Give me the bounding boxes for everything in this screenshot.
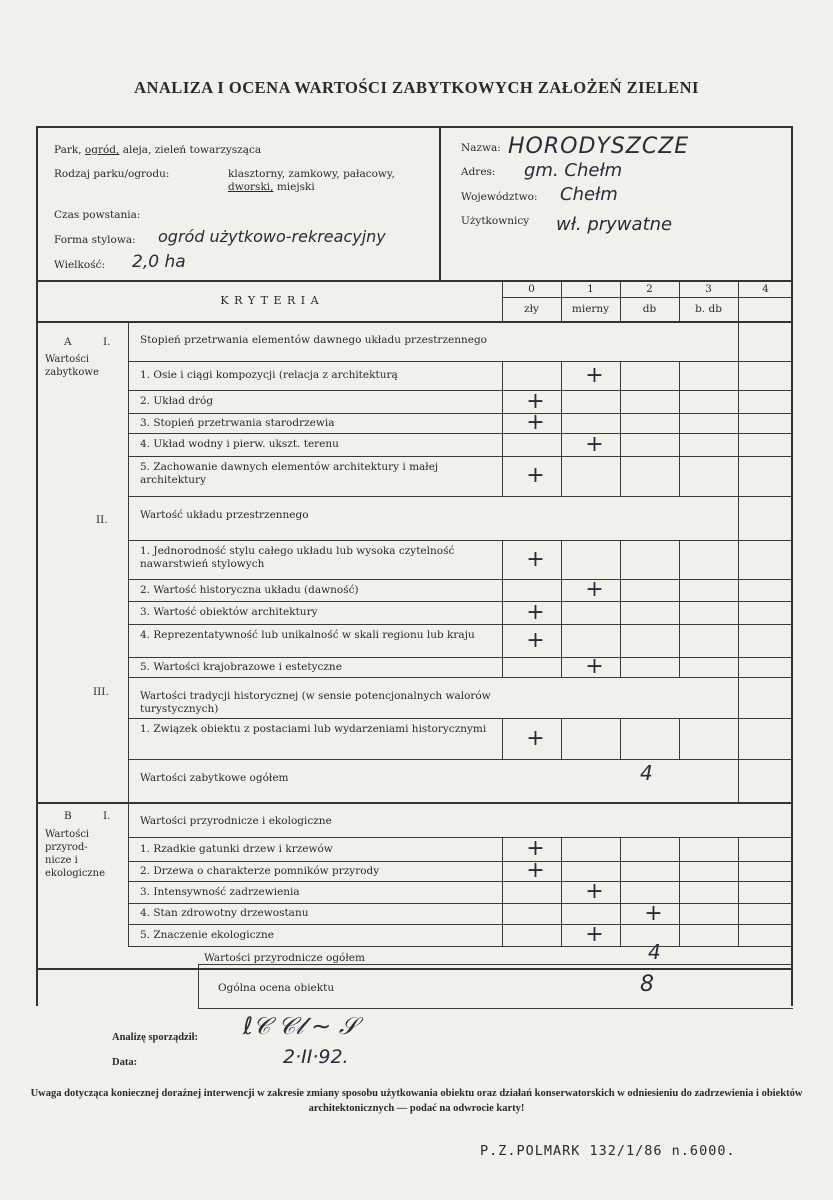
criterion-label: 1. Związek obiektu z postaciami lub wydarzeniami historycznymi bbox=[140, 723, 487, 735]
score-col-rule bbox=[679, 601, 680, 624]
score-col-rule bbox=[502, 837, 503, 861]
address-label: Adres: bbox=[461, 166, 496, 178]
scale-col-rule-3 bbox=[679, 280, 680, 321]
score-col-rule bbox=[620, 903, 621, 924]
header-divider bbox=[439, 128, 441, 280]
criterion-label: 5. Znaczenie ekologiczne bbox=[140, 928, 275, 941]
score-col-rule bbox=[502, 601, 503, 624]
score-col-rule bbox=[620, 837, 621, 861]
score-col-rule bbox=[502, 390, 503, 413]
group-heading: Wartość układu przestrzennego bbox=[140, 509, 309, 521]
criterion-label: 2. Drzewa o charakterze pomników przyrody bbox=[140, 864, 380, 877]
date-value: 2·II·92. bbox=[283, 1046, 349, 1068]
score-col-rule bbox=[679, 718, 680, 759]
row-rule-5 bbox=[128, 496, 793, 497]
monument-total-label: Wartości zabytkowe ogółem bbox=[140, 772, 289, 784]
form-title: ANALIZA I OCENA WARTOŚCI ZABYTKOWYCH ZAŁOŻEŃ ZIELENI bbox=[134, 78, 699, 97]
row-rule-3 bbox=[128, 433, 793, 434]
score-col-rule bbox=[679, 413, 680, 433]
row-rule-18 bbox=[128, 903, 793, 904]
score-mark-col-0: + bbox=[526, 388, 545, 414]
score-col-rule bbox=[561, 837, 562, 861]
row-rule-13 bbox=[128, 759, 793, 760]
criterion-label: 3. Wartość obiektów architektury bbox=[140, 606, 318, 618]
score-col-rule bbox=[502, 433, 503, 456]
type-prefix: Park, bbox=[54, 144, 82, 156]
score-mark-col-0: + bbox=[526, 463, 545, 488]
row-rule-12 bbox=[128, 718, 793, 719]
section-b-name: Wartości przyrod- nicze i ekologiczne bbox=[45, 829, 106, 879]
score-col-rule bbox=[502, 540, 503, 579]
score-col-rule bbox=[502, 413, 503, 433]
score-col-rule bbox=[620, 657, 621, 677]
criterion-label: 5. Wartości krajobrazowe i estetyczne bbox=[140, 660, 342, 673]
criteria-header: K R Y T E R I A bbox=[220, 294, 320, 307]
address-value: gm. Chełm bbox=[524, 160, 623, 181]
score-col-rule bbox=[561, 413, 562, 433]
kind-label: Rodzaj parku/ogrodu: bbox=[54, 168, 170, 180]
score-mark-col-1: + bbox=[585, 431, 604, 457]
row-rule-10 bbox=[128, 657, 793, 658]
score-col-rule bbox=[502, 624, 503, 657]
criterion-label: 5. Zachowanie dawnych elementów architektury i małej architektury bbox=[140, 461, 439, 486]
score-col-rule bbox=[620, 718, 621, 759]
criterion-label: 3. Intensywność zadrzewienia bbox=[140, 885, 300, 898]
style-value: ogród użytkowo-rekreacyjny bbox=[158, 227, 386, 246]
overall-label: Ogólna ocena obiektu bbox=[218, 982, 335, 994]
scale-num-4: 4 bbox=[762, 283, 769, 295]
score-col-rule bbox=[620, 881, 621, 903]
score-col-rule bbox=[679, 881, 680, 903]
score-col-rule bbox=[561, 924, 562, 946]
row-rule-1 bbox=[128, 390, 793, 391]
criterion-label: 1. Osie i ciągi kompozycji (relacja z architekturą bbox=[140, 369, 398, 381]
score-col-rule bbox=[679, 924, 680, 946]
scale-col-rule-4 bbox=[738, 280, 739, 321]
criterion-label: 2. Układ dróg bbox=[140, 395, 214, 407]
score-mark-col-1: + bbox=[585, 879, 604, 904]
scale-num-1: 1 bbox=[587, 283, 594, 295]
row-rule-20 bbox=[128, 946, 793, 947]
kind-options-1: klasztorny, zamkowy, pałacowy, bbox=[228, 168, 395, 180]
criterion-label: 3. Stopień przetrwania starodrzewia bbox=[140, 416, 335, 429]
score-col-rule bbox=[561, 718, 562, 759]
name-label: Nazwa: bbox=[461, 142, 501, 154]
score-mark-col-0: + bbox=[526, 546, 545, 572]
criteria-left-rule bbox=[128, 321, 129, 946]
row-rule-4 bbox=[128, 456, 793, 457]
score-col-rule bbox=[561, 601, 562, 624]
natural-total-label: Wartości przyrodnicze ogółem bbox=[204, 952, 365, 964]
scale-word-1: mierny bbox=[571, 303, 610, 315]
row-rule-9 bbox=[128, 624, 793, 625]
kind-options bbox=[228, 168, 438, 194]
overall-top-rule bbox=[198, 964, 793, 965]
score-col-rule bbox=[738, 861, 739, 881]
group-heading: Stopień przetrwania elementów dawnego układu przestrzennego bbox=[140, 334, 487, 346]
section-a-roman: I. bbox=[103, 336, 111, 348]
score-mark-col-1: + bbox=[585, 654, 604, 679]
score-col-rule bbox=[620, 861, 621, 881]
scale-col-rule-1 bbox=[561, 280, 562, 321]
type-line bbox=[54, 144, 261, 157]
score-col-rule bbox=[502, 881, 503, 903]
type-suffix: aleja, zieleń towarzysząca bbox=[122, 144, 262, 156]
section-b-letter: B bbox=[64, 810, 72, 822]
section-b-roman: I. bbox=[103, 810, 111, 822]
score-col-rule bbox=[679, 540, 680, 579]
col-4-rule bbox=[738, 321, 739, 759]
score-col-rule bbox=[620, 390, 621, 413]
style-label: Forma stylowa: bbox=[54, 234, 136, 246]
score-col-rule bbox=[738, 881, 739, 903]
scale-word-2: db bbox=[642, 303, 657, 315]
score-col-rule bbox=[561, 579, 562, 601]
score-col-rule bbox=[561, 657, 562, 677]
section-a-letter bbox=[64, 336, 72, 349]
signature: ℓ𝒞 𝒞𝓁 ∼ 𝒮 bbox=[243, 1012, 358, 1040]
criterion-label: 4. Układ wodny i pierw. ukszt. terenu bbox=[140, 438, 339, 450]
score-mark-col-0: + bbox=[526, 725, 545, 751]
score-col-rule bbox=[502, 657, 503, 677]
kind-options-2: miejski bbox=[276, 181, 315, 193]
criterion-label: 4. Reprezentatywność lub unikalność w skali regionu lub kraju bbox=[140, 629, 475, 641]
score-col-rule bbox=[679, 657, 680, 677]
row-rule-15 bbox=[128, 837, 793, 838]
section-a-letter-text: A bbox=[64, 336, 72, 348]
kind-underlined: dworski, bbox=[228, 181, 274, 193]
score-col-rule bbox=[679, 861, 680, 881]
score-col-rule bbox=[620, 361, 621, 390]
score-col-rule bbox=[502, 456, 503, 496]
assessment-form-frame bbox=[36, 126, 793, 1006]
row-rule-19 bbox=[128, 924, 793, 925]
group-heading: Wartości tradycji historycznej (w sensie potencjonalnych walorów turystycznych) bbox=[140, 690, 491, 715]
score-mark-col-0: + bbox=[526, 410, 545, 435]
score-mark-col-0: + bbox=[526, 836, 545, 861]
criteria-header-bottom bbox=[38, 321, 793, 323]
row-rule-6 bbox=[128, 540, 793, 541]
voivodeship-value: Chełm bbox=[560, 184, 618, 205]
overall-value: 8 bbox=[640, 972, 654, 997]
score-col-rule bbox=[561, 433, 562, 456]
score-col-rule bbox=[502, 903, 503, 924]
row-rule-14 bbox=[128, 802, 793, 803]
score-mark-col-1: + bbox=[585, 577, 604, 602]
score-col-rule bbox=[620, 540, 621, 579]
users-label: Użytkownicy bbox=[461, 215, 530, 227]
score-col-rule bbox=[502, 861, 503, 881]
score-col-rule bbox=[561, 540, 562, 579]
score-mark-col-1: + bbox=[585, 922, 604, 947]
criterion-label: 4. Stan zdrowotny drzewostanu bbox=[140, 907, 309, 919]
score-mark-col-0: + bbox=[526, 599, 545, 625]
scale-col-rule-2 bbox=[620, 280, 621, 321]
score-col-rule bbox=[679, 837, 680, 861]
section-a-roman-2: II. bbox=[96, 514, 108, 526]
score-col-rule bbox=[561, 624, 562, 657]
score-col-rule bbox=[738, 924, 739, 946]
score-mark-col-0: + bbox=[526, 858, 545, 883]
score-col-rule bbox=[620, 924, 621, 946]
natural-total-value: 4 bbox=[648, 940, 661, 964]
voivodeship-label: Województwo: bbox=[461, 191, 538, 203]
score-col-rule bbox=[502, 361, 503, 390]
scale-word-3: b. db bbox=[695, 303, 722, 315]
score-col-rule bbox=[502, 924, 503, 946]
score-col-rule bbox=[679, 903, 680, 924]
scale-num-3: 3 bbox=[705, 283, 712, 295]
score-col-rule bbox=[620, 433, 621, 456]
score-col-rule bbox=[679, 361, 680, 390]
score-col-rule bbox=[620, 413, 621, 433]
score-col-rule bbox=[561, 861, 562, 881]
criterion-label: 1. Jednorodność stylu całego układu lub wysoka czytelność nawarstwień stylowych bbox=[140, 545, 455, 570]
score-col-rule bbox=[561, 456, 562, 496]
users-value: wł. prywatne bbox=[556, 214, 673, 235]
score-mark-col-2: + bbox=[644, 900, 663, 926]
score-col-rule bbox=[502, 718, 503, 759]
scale-mid-rule bbox=[502, 297, 793, 298]
score-col-rule bbox=[561, 881, 562, 903]
row-rule-16 bbox=[128, 861, 793, 862]
score-col-rule bbox=[620, 624, 621, 657]
overall-left-rule bbox=[198, 964, 199, 1008]
scale-num-0: 0 bbox=[528, 283, 535, 295]
overall-bottom-rule bbox=[198, 1008, 793, 1009]
name-value: HORODYSZCZE bbox=[508, 134, 690, 159]
score-mark-col-0: + bbox=[526, 627, 545, 653]
score-col-rule bbox=[502, 579, 503, 601]
score-col-rule bbox=[620, 456, 621, 496]
origin-label: Czas powstania: bbox=[54, 209, 141, 221]
score-col-rule bbox=[620, 601, 621, 624]
score-col-rule bbox=[679, 579, 680, 601]
score-col-rule bbox=[679, 624, 680, 657]
criterion-label: 2. Wartość historyczna układu (dawność) bbox=[140, 583, 359, 596]
monument-total-value: 4 bbox=[640, 761, 653, 785]
criterion-label: 1. Rzadkie gatunki drzew i krzewów bbox=[140, 842, 333, 855]
score-col-rule bbox=[679, 390, 680, 413]
type-underlined: ogród, bbox=[84, 144, 120, 156]
scale-col-rule-0 bbox=[502, 280, 503, 321]
score-col-rule bbox=[561, 390, 562, 413]
row-rule-17 bbox=[128, 881, 793, 882]
total-col-rule bbox=[738, 759, 739, 802]
score-col-rule bbox=[561, 903, 562, 924]
scale-num-2: 2 bbox=[646, 283, 653, 295]
score-col-rule bbox=[679, 433, 680, 456]
score-col-rule bbox=[738, 837, 739, 861]
printer-imprint: P.Z.POLMARK 132/1/86 n.6000. bbox=[480, 1143, 736, 1159]
footnote: Uwaga dotycząca koniecznej doraźnej interwencji w zakresie zmiany sposobu użytkowania obiektu oraz działań konserwatorskich w odniesieniu do zadrzewienia i obiektów architektonicznych — podać na odwrocie karty! bbox=[30, 1088, 803, 1114]
row-rule-2 bbox=[128, 413, 793, 414]
row-rule-11 bbox=[128, 677, 793, 678]
scale-word-0: zły bbox=[524, 303, 539, 315]
section-a-roman-3: III. bbox=[93, 686, 109, 698]
row-rule-8 bbox=[128, 601, 793, 602]
section-a-name: Wartości zabytkowe bbox=[45, 354, 99, 378]
size-label: Wielkość: bbox=[54, 259, 106, 271]
score-col-rule bbox=[620, 579, 621, 601]
group-heading: Wartości przyrodnicze i ekologiczne bbox=[140, 815, 332, 827]
row-rule-7 bbox=[128, 579, 793, 580]
row-rule-0 bbox=[128, 361, 793, 362]
score-col-rule bbox=[738, 903, 739, 924]
score-col-rule bbox=[679, 456, 680, 496]
totals-rule bbox=[38, 968, 793, 970]
score-col-rule bbox=[561, 361, 562, 390]
analysis-label: Analizę sporządził: bbox=[112, 1032, 199, 1043]
date-label: Data: bbox=[112, 1057, 138, 1068]
score-mark-col-1: + bbox=[585, 362, 604, 388]
size-value: 2,0 ha bbox=[132, 252, 186, 272]
